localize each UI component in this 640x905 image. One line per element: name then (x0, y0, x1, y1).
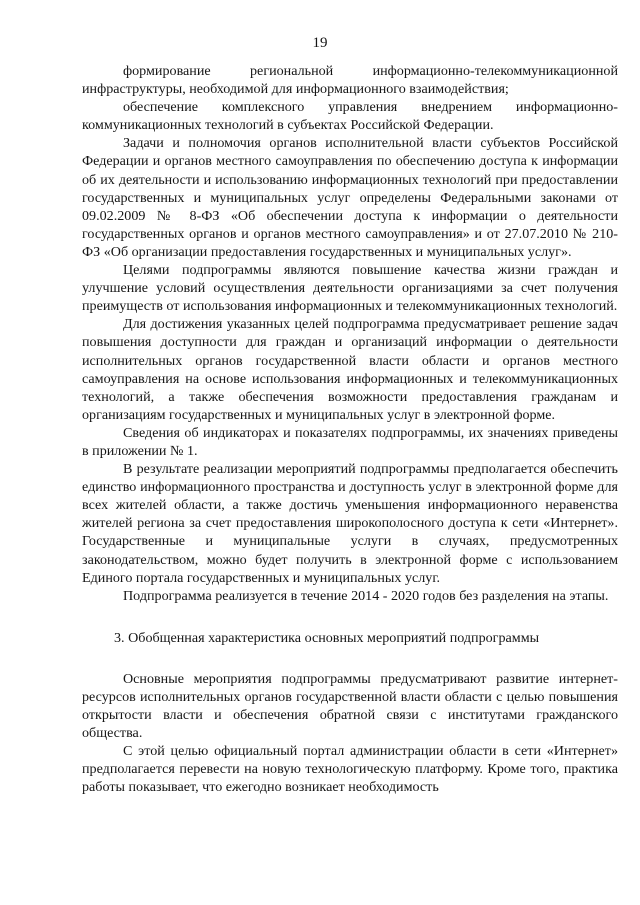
paragraph: Задачи и полномочия органов исполнительной власти субъектов Российской Федерации и органов местного самоуправления по обеспечению доступа к информации об их деятельности и использованию информационных технологий при предоставлении государственных и муниципальных услуг определены Федеральными законами от 09.02.2009 № 8-ФЗ «Об обеспечении доступа к информации о деятельности государственных органов и органов местного самоуправления» и от 27.07.2010 № 210-ФЗ «Об организации предоставления государственных и муниципальных услуг». (82, 135, 618, 260)
paragraph: Подпрограмма реализуется в течение 2014 - 2020 годов без разделения на этапы. (123, 587, 609, 604)
paragraph: Для достижения указанных целей подпрограмма предусматривает решение задач повышения доступности для граждан и организаций информации о деятельности исполнительных органов государственной власти области и органов местного самоуправления на основе использования информационных и телекоммуникационных технологий, а также обеспечения возможности предоставления гражданам и организациям государственных и муниципальных услуг в электронной форме. (82, 316, 618, 423)
paragraph: Целями подпрограммы являются повышение качества жизни граждан и улучшение условий осуществления деятельности организациями за счет получения преимуществ от использования информационных и телекоммуникационных технологий. (82, 262, 618, 315)
document-body (82, 62, 618, 797)
section-heading: 3. Обобщенная характеристика основных мероприятий подпрограммы (114, 629, 540, 646)
paragraph: Сведения об индикаторах и показателях подпрограммы, их значениях приведены в приложении № 1. (82, 424, 618, 459)
paragraph: С этой целью официальный портал администрации области в сети «Интернет» предполагается перевести на новую технологическую платформу. Кроме того, практика работы показывает, что ежегодно возникает необходимость (82, 743, 618, 796)
paragraph: обеспечение комплексного управления внедрением информационно-коммуникационных технологий в субъектах Российской Федерации. (82, 99, 618, 134)
paragraph: формирование региональной информационно-телекоммуникационной инфраструктуры, необходимой для информационного взаимодействия; (82, 63, 618, 98)
page-number: 19 (312, 35, 328, 51)
paragraph: Основные мероприятия подпрограммы предусматривают развитие интернет-ресурсов исполнительных органов государственной власти области с целью повышения открытости власти и обеспечения обратной связи с институтами гражданского общества. (82, 670, 618, 742)
paragraph: В результате реализации мероприятий подпрограммы предполагается обеспечить единство информационного пространства и доступность услуг в электронной форме для всех жителей области, а также достичь уменьшения информационного неравенства жителей региона за счет предоставления широкополосного доступа к сети «Интернет». Государственные и муниципальные услуги в случаях, предусмотренных законодательством, можно будет получить в электронной форме с использованием Единого портала государственных и муниципальных услуг. (82, 461, 618, 586)
